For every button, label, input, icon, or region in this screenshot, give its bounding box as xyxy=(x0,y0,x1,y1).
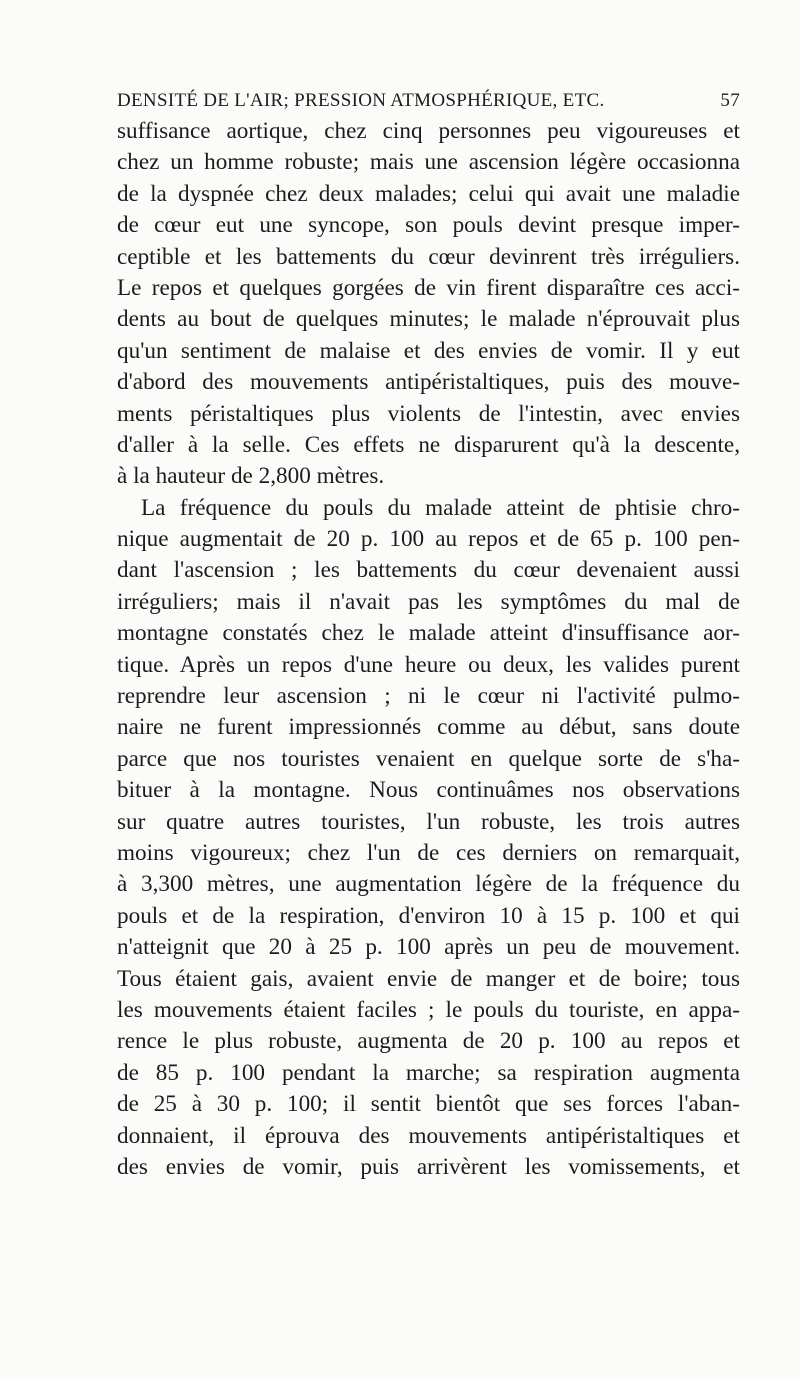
text-line: les mouvements étaient faciles ; le pouls du touriste, en appa- xyxy=(117,996,740,1023)
text-line: à 3,300 mètres, une augmentation légère de la fréquence du xyxy=(117,871,740,898)
text-line: chez un homme robuste; mais une ascension légère occasionna xyxy=(117,149,740,176)
text-line: suffisance aortique, chez cinq personnes peu vigoureuses et xyxy=(117,118,740,144)
text-line: pouls et de la respiration, d'environ 10 à 15 p. 100 et qui xyxy=(117,902,740,929)
running-title: DENSITÉ DE L'AIR; PRESSION ATMOSPHÉRIQUE, ETC. xyxy=(117,90,605,111)
text-line: sur quatre autres touristes, l'un robuste, les trois autres xyxy=(117,808,740,835)
text-line: reprendre leur ascension ; ni le cœur ni l'activité pulmo- xyxy=(117,683,740,710)
text-line: parce que nos touristes venaient en quelque sorte de s'ha- xyxy=(117,745,740,772)
text-line: ments péristaltiques plus violents de l'intestin, avec envies xyxy=(117,400,740,427)
text-line: d'aller à la selle. Ces effets ne disparurent qu'à la descente, xyxy=(117,431,740,458)
text-line: naire ne furent impressionnés comme au début, sans doute xyxy=(117,714,740,741)
text-line: donnaient, il éprouva des mouvements antipéristaltiques et xyxy=(117,1122,740,1149)
text-line: dant l'ascension ; les battements du cœur devenaient aussi xyxy=(117,557,740,584)
text-line: Tous étaient gais, avaient envie de manger et de boire; tous xyxy=(117,965,740,992)
page-number: 57 xyxy=(720,90,740,111)
text-line: de cœur eut une syncope, son pouls devint presque imper- xyxy=(117,212,740,239)
text-line: tique. Après un repos d'une heure ou deux, les valides purent xyxy=(117,651,740,678)
text-line: ceptible et les battements du cœur devinrent très irréguliers. xyxy=(117,243,740,270)
text-line: d'abord des mouvements antipéristaltiques, puis des mouve- xyxy=(117,369,740,396)
text-line: moins vigoureux; chez l'un de ces derniers on remarquait, xyxy=(117,839,740,866)
text-line: des envies de vomir, puis arrivèrent les vomissements, et xyxy=(117,1153,740,1180)
text-line: dents au bout de quelques minutes; le malade n'éprouvait plus xyxy=(117,306,740,333)
text-line: Le repos et quelques gorgées de vin firent disparaître ces acci- xyxy=(117,274,740,301)
text-line: rence le plus robuste, augmenta de 20 p. 100 au repos et xyxy=(117,1028,740,1055)
text-line: de 85 p. 100 pendant la marche; sa respiration augmenta xyxy=(117,1059,740,1086)
text-line: nique augmentait de 20 p. 100 au repos et de 65 p. 100 pen- xyxy=(117,526,740,553)
paragraph-start-line: La fréquence du pouls du malade atteint de phtisie chro- xyxy=(141,494,740,521)
text-line: de la dyspnée chez deux malades; celui qui avait une maladie xyxy=(117,180,740,207)
text-line: bituer à la montagne. Nous continuâmes nos observations xyxy=(117,777,740,804)
text-line: irréguliers; mais il n'avait pas les symptômes du mal de xyxy=(117,588,740,615)
running-header xyxy=(117,90,740,118)
text-line: à la hauteur de 2,800 mètres. xyxy=(117,463,385,490)
text-line: n'atteignit que 20 à 25 p. 100 après un peu de mouvement. xyxy=(117,934,740,961)
text-line: montagne constatés chez le malade atteint d'insuffisance aor- xyxy=(117,620,740,647)
text-line: qu'un sentiment de malaise et des envies de vomir. Il y eut xyxy=(117,337,740,364)
body-text xyxy=(117,116,740,1183)
text-line: de 25 à 30 p. 100; il sentit bientôt que ses forces l'aban- xyxy=(117,1091,740,1118)
